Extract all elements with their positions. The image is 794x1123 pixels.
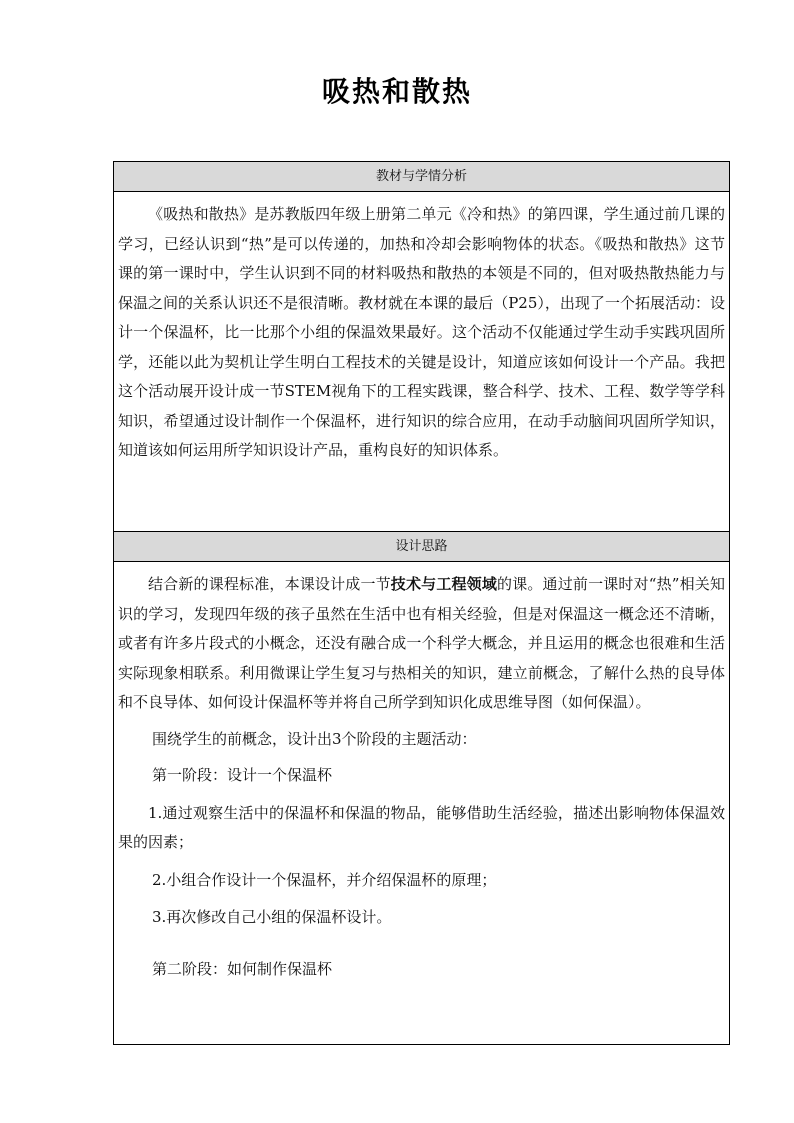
stage-1-item-3: 3.再次修改自己小组的保温杯设计。 xyxy=(152,908,392,926)
design-intro-paragraph xyxy=(118,570,725,718)
section-body-analysis xyxy=(114,192,729,532)
stage-2-title: 第二阶段：如何制作保温杯 xyxy=(152,959,333,978)
design-intro-bold: 技术与工程领域 xyxy=(390,575,498,593)
section-header-design: 设计思路 xyxy=(114,532,729,562)
analysis-paragraph: 《吸热和散热》是苏教版四年级上册第二单元《冷和热》的第四课，学生通过前几课的学习，已经认识到“热”是可以传递的，加热和冷却会影响物体的状态。《吸热和散热》这节课的第一课时中，学生认识到不同的材料吸热和散热的本领是不同的，但对吸热散热能力与保温之间的关系认识还不是很清晰。教材就在本课的最后（P25），出现了一个拓展活动：设计一个保温杯，比一比那个小组的保温效果最好。这个活动不仅能通过学生动手实践巩固所学，还能以此为契机让学生明白工程技术的关键是设计，知道应该如何设计一个产品。我把这个活动展开设计成一节STEM视角下的工程实践课，整合科学、技术、工程、数学等学科知识，希望通过设计制作一个保温杯，进行知识的综合应用，在动手动脑间巩固所学知识，知道该如何运用所学知识设计产品，重构良好的知识体系。 xyxy=(118,205,725,459)
section-body-design xyxy=(114,562,729,1044)
stage-1-item-2: 2.小组合作设计一个保温杯，并介绍保温杯的原理； xyxy=(152,870,497,889)
lesson-table xyxy=(113,161,730,1045)
design-intro-text-a: 结合新的课程标准，本课设计成一节 xyxy=(148,575,391,593)
stage-1-title: 第一阶段：设计一个保温杯 xyxy=(152,766,333,784)
stage-1-item-1: 1.通过观察生活中的保温杯和保温的物品，能够借助生活经验，描述出影响物体保温效果的因素； xyxy=(118,803,725,851)
page-title: 吸热和散热 xyxy=(321,75,472,108)
activity-intro: 围绕学生的前概念，设计出3个阶段的主题活动： xyxy=(152,729,477,748)
section-header-analysis: 教材与学情分析 xyxy=(114,162,729,192)
design-intro-text-b: 的课。通过前一课时对“热”相关知识的学习，发现四年级的孩子虽然在生活中也有相关经验，但是对保温这一概念还不清晰，或者有许多片段式的小概念，还没有融合成一个科学大概念，并且运用的概念也很难和生活实际现象相联系。利用微课让学生复习与热相关的知识，建立前概念，了解什么热的良导体和不良导体、如何设计保温杯等并将自己所学到知识化成思维导图（如何保温）。 xyxy=(118,575,725,711)
